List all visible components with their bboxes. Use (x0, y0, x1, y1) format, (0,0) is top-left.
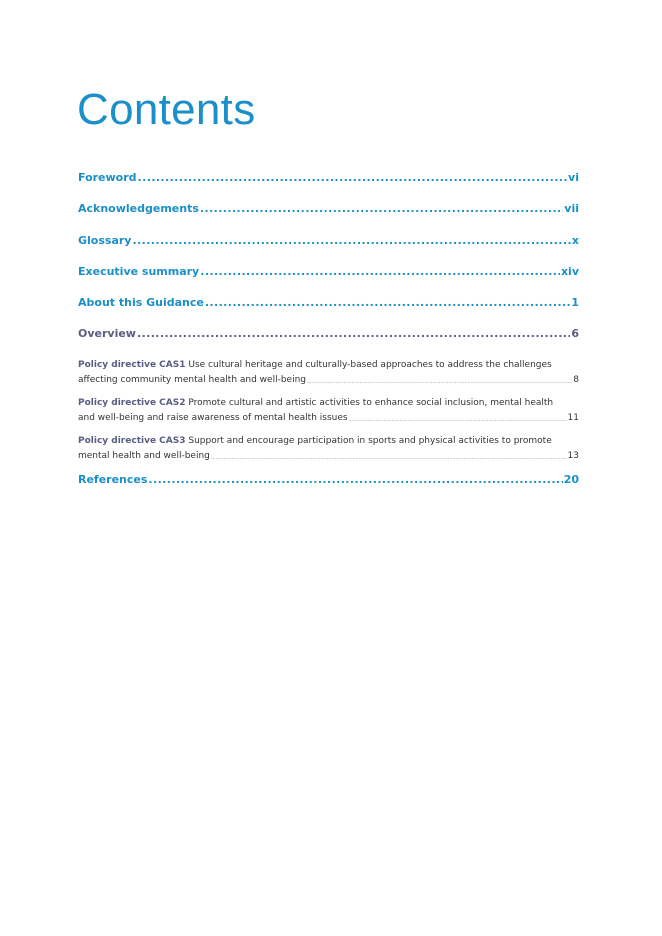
toc-entry-acknowledgements[interactable] (78, 201, 579, 216)
toc-entry-page: 1 (571, 296, 579, 310)
page-title: Contents (77, 85, 256, 134)
toc-entry-page: x (571, 233, 579, 247)
policy-text: Promote cultural and artistic activities to enhance social inclusion, mental health (185, 397, 554, 408)
toc-policy-cas3[interactable] (78, 434, 579, 464)
dot-leader (200, 201, 563, 216)
dot-leader (200, 264, 560, 279)
toc-entry-about-this-guidance[interactable] (78, 295, 579, 310)
toc-entry-page: vii (564, 202, 579, 216)
toc-entry-references[interactable] (78, 472, 579, 487)
toc-entry-label: About this Guidance (78, 296, 204, 310)
policy-text-continued: affecting community mental health and well-being (78, 374, 306, 385)
toc-entry-label: Executive summary (78, 264, 200, 278)
policy-text: Support and encourage participation in sports and physical activities to promote (185, 435, 552, 446)
toc-entry-label: Glossary (78, 233, 132, 247)
policy-page: 13 (567, 450, 579, 461)
policy-text: Use cultural heritage and culturally-based approaches to address the challenges (185, 359, 552, 370)
dot-leader (349, 415, 567, 426)
dot-leader (138, 170, 568, 185)
dot-leader (132, 233, 570, 248)
toc-entry-page: xiv (560, 264, 579, 278)
toc-entry-executive-summary[interactable] (78, 264, 579, 279)
dot-leader (205, 295, 571, 310)
toc-entry-label: Foreword (78, 171, 137, 184)
policy-text-continued: and well-being and raise awareness of mental health issues (78, 412, 348, 423)
dot-leader (137, 326, 570, 341)
policy-tag: Policy directive CAS3 (78, 435, 186, 446)
toc-entry-label: Overview (78, 327, 136, 341)
policy-text-continued: mental health and well-being (78, 450, 210, 461)
toc-entry-page: 20 (563, 472, 579, 486)
policy-tag: Policy directive CAS2 (78, 397, 186, 408)
table-of-contents (78, 170, 579, 503)
toc-entry-label: Acknowledgements (78, 202, 199, 216)
dot-leader (211, 453, 567, 464)
toc-policy-cas1[interactable] (78, 358, 579, 388)
dot-leader (307, 377, 572, 388)
policy-page: 8 (573, 374, 579, 385)
toc-entry-page: 6 (571, 327, 579, 341)
toc-entry-label: References (78, 472, 148, 486)
policy-tag: Policy directive CAS1 (78, 359, 186, 370)
dot-leader (148, 472, 562, 487)
toc-entry-glossary[interactable] (78, 233, 579, 248)
toc-policy-cas2[interactable] (78, 396, 579, 426)
toc-entry-page: vi (568, 171, 579, 184)
policy-page: 11 (567, 412, 579, 423)
toc-entry-overview[interactable] (78, 326, 579, 341)
toc-entry-foreword[interactable] (78, 170, 579, 185)
